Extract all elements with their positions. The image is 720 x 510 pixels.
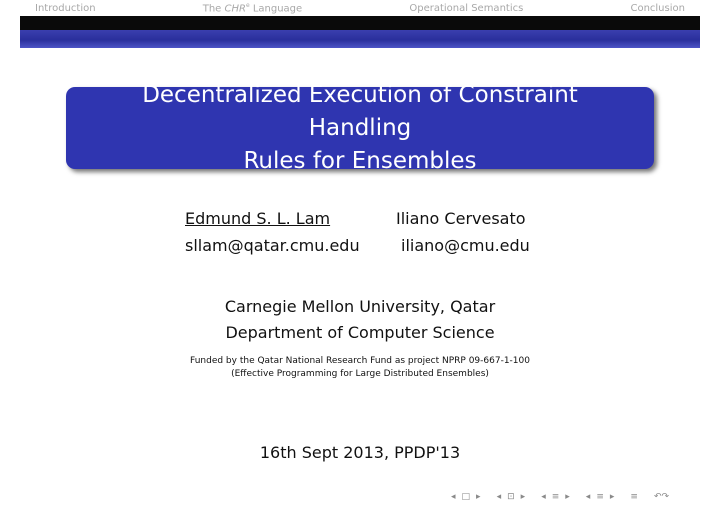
funding-line-1: Funded by the Qatar National Research Fund as project NPRP 09-667-1-100 xyxy=(190,356,530,366)
frame-box-icon[interactable]: □ xyxy=(461,492,471,502)
nav-conclusion[interactable]: Conclusion xyxy=(630,2,685,14)
nav-chr-em: CHR xyxy=(224,3,246,15)
subsection-next-icon[interactable]: ▸ xyxy=(609,492,615,502)
frame-next-icon[interactable]: ▸ xyxy=(476,492,481,502)
search-back-forward-icon[interactable]: ↶↷ xyxy=(653,492,670,502)
subsection-icon[interactable]: ≡ xyxy=(596,492,604,502)
affiliation xyxy=(0,294,720,346)
beamer-navigation-controls xyxy=(451,490,669,504)
frame-prev-icon[interactable]: ◂ xyxy=(451,492,456,502)
subsection-prev-icon[interactable]: ◂ xyxy=(585,492,591,502)
section-icon[interactable]: ≡ xyxy=(551,492,560,502)
affiliation-line-1: Carnegie Mellon University, Qatar xyxy=(224,297,496,316)
author-2 xyxy=(396,205,530,259)
nav-introduction[interactable]: Introduction xyxy=(35,2,96,14)
nav-chr-suffix: Language xyxy=(249,3,303,15)
author-1-email: sllam@qatar.cmu.edu xyxy=(185,236,360,255)
slide-title xyxy=(90,79,630,178)
author-1-name: Edmund S. L. Lam xyxy=(185,209,331,228)
align-icon[interactable]: ≡ xyxy=(630,492,638,502)
funding-note xyxy=(0,355,720,381)
nav-operational-semantics[interactable]: Operational Semantics xyxy=(409,2,524,14)
section-next-icon[interactable]: ▸ xyxy=(565,492,570,502)
title-box xyxy=(66,81,654,174)
title-line-1: Decentralized Execution of Constraint Handling xyxy=(142,81,578,141)
header-blue-bar xyxy=(20,30,700,48)
nav-chr-language[interactable] xyxy=(203,2,302,14)
subframe-icon[interactable]: ⊡ xyxy=(507,492,515,502)
author-2-email: iliano@cmu.edu xyxy=(401,236,530,255)
date-venue: 16th Sept 2013, PPDP'13 xyxy=(259,443,461,462)
subframe-prev-icon[interactable]: ◂ xyxy=(496,492,502,502)
title-line-2: Rules for Ensembles xyxy=(243,147,477,174)
nav-chr-prefix: The xyxy=(202,3,225,15)
nav-chr-sup: e xyxy=(245,1,250,9)
author-1 xyxy=(185,205,360,259)
funding-line-2: (Effective Programming for Large Distributed Ensembles) xyxy=(231,369,489,379)
subframe-next-icon[interactable]: ▸ xyxy=(520,492,526,502)
section-prev-icon[interactable]: ◂ xyxy=(541,492,546,502)
author-2-name: Iliano Cervesato xyxy=(396,209,526,228)
affiliation-line-2: Department of Computer Science xyxy=(225,323,495,342)
section-navigation xyxy=(0,0,720,16)
